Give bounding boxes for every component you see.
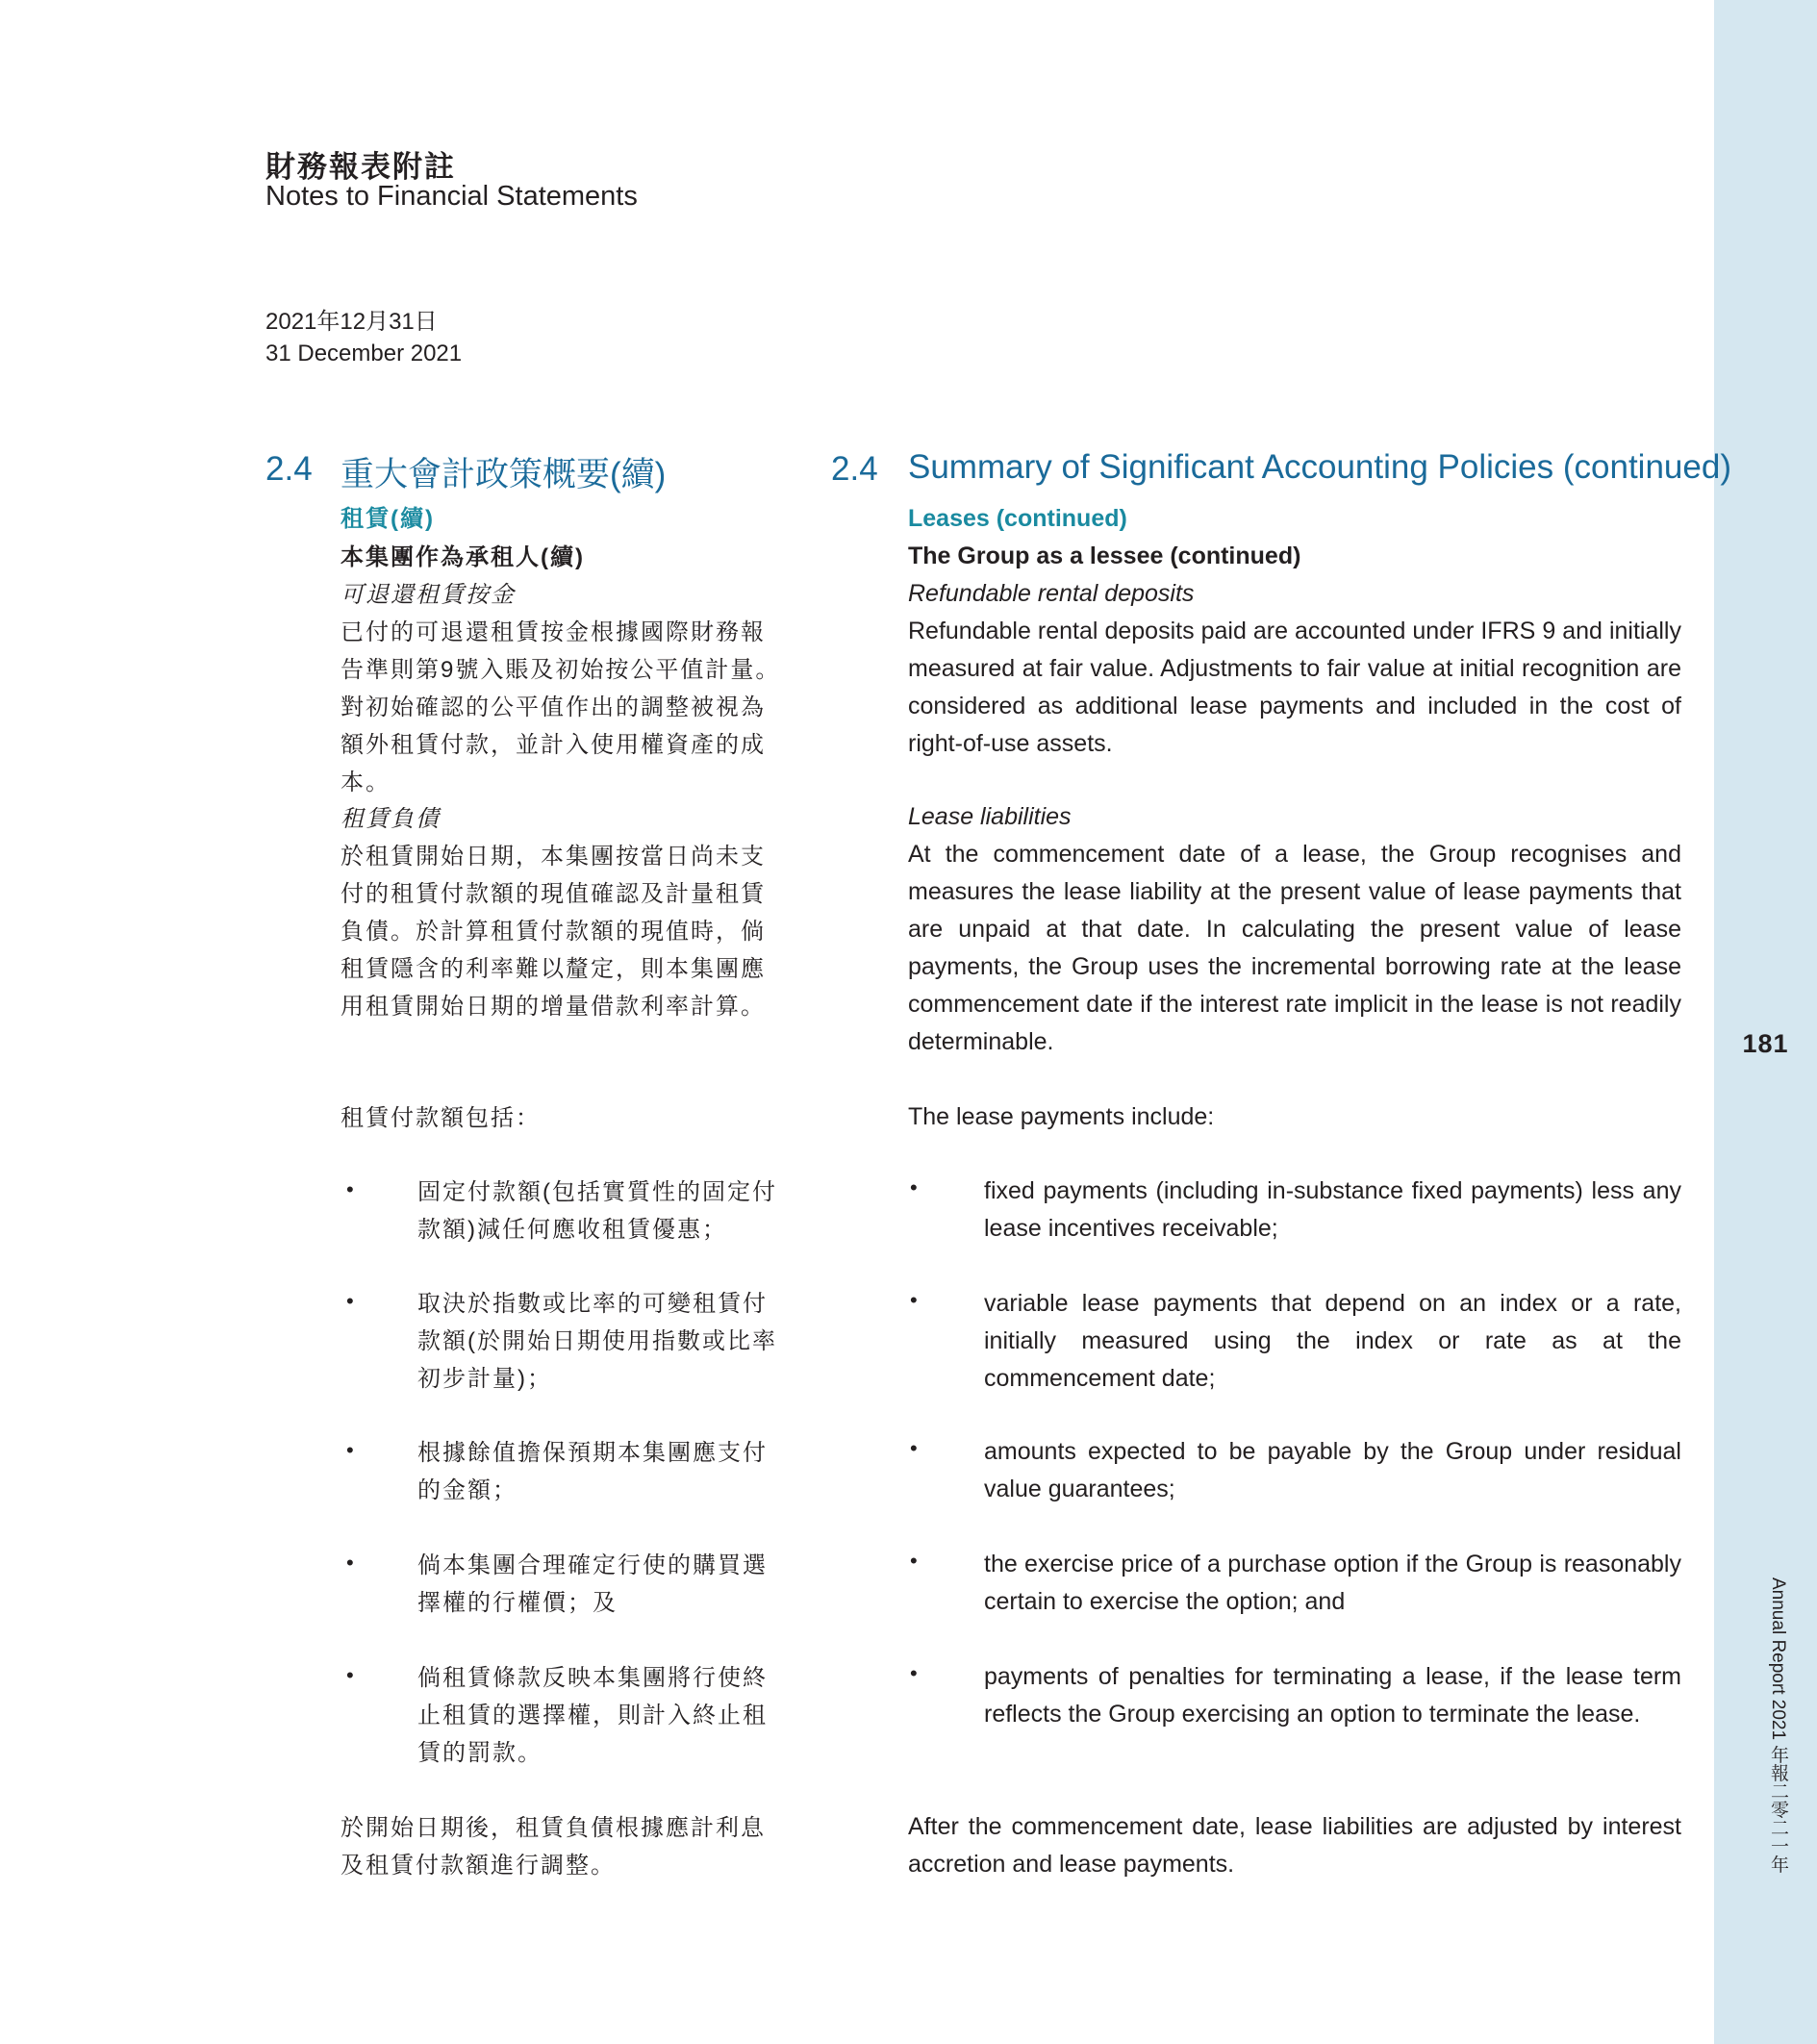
zh-bullet-text-2: 取決於指數或比率的可變租賃付款額(於開始日期使用指數或比率初步計量)； bbox=[417, 1291, 777, 1392]
zh-bullet-text-4: 倘本集團合理確定行使的購買選擇權的行權價；及 bbox=[417, 1552, 768, 1616]
en-bullet-text-4: the exercise price of a purchase option if the Group is reasonably certain to exercise the option; and bbox=[984, 1551, 1681, 1615]
en-bullet-text-3: amounts expected to be payable by the Group under residual value guarantees; bbox=[984, 1438, 1681, 1502]
en-heading-liabilities: Lease liabilities bbox=[908, 803, 1072, 830]
en-heading-deposits: Refundable rental deposits bbox=[908, 580, 1195, 607]
zh-heading-lessee: 本集團作為承租人(續) bbox=[341, 544, 585, 570]
zh-bullet-4: • bbox=[346, 1551, 354, 1575]
report-label: Annual Report 2021 年報二零二一年 bbox=[1768, 1577, 1788, 1874]
en-heading-leases: Leases (continued) bbox=[908, 505, 1127, 532]
en-bullet-5: • bbox=[910, 1661, 918, 1685]
zh-bullet-text-5: 倘租賃條款反映本集團將行使終止租賃的選擇權，則計入終止租賃的罰款。 bbox=[417, 1665, 768, 1766]
en-bullet-text-2: variable lease payments that depend on an index or a rate, initially measured using the index or rate as at the commencement date; bbox=[984, 1290, 1681, 1392]
en-bullet-text-1: fixed payments (including in-substance fixed payments) less any lease incentives receivable; bbox=[984, 1177, 1681, 1242]
zh-bullet-3: • bbox=[346, 1438, 354, 1462]
en-para-liabilities: At the commencement date of a lease, the Group recognises and measures the lease liability at the present value of lease payments that are unpaid at that date. In calculating the present value of lease payments, the Group uses the incremental borrowing rate at the lease commencement date if the interest rate implicit in the lease is not readily determinable. bbox=[908, 841, 1681, 1055]
zh-bullet-text-3: 根據餘值擔保預期本集團應支付的金額； bbox=[417, 1440, 768, 1503]
page-number: 181 bbox=[1742, 1029, 1789, 1058]
zh-para-deposits: 已付的可退還租賃按金根據國際財務報告準則第9號入賬及初始按公平值計量。對初始確認的公平值作出的調整被視為額外租賃付款，並計入使用權資產的成本。 bbox=[341, 619, 781, 795]
en-bullet-1: • bbox=[910, 1175, 918, 1199]
zh-heading-liabilities: 租賃負債 bbox=[341, 806, 441, 832]
section-number-en: 2.4 bbox=[831, 450, 878, 488]
en-bullet-text-5: payments of penalties for terminating a lease, if the lease term reflects the Group exercising an option to terminate the lease. bbox=[984, 1663, 1681, 1728]
section-title-en: Summary of Significant Accounting Policies (continued) bbox=[908, 448, 1731, 486]
date-en: 31 December 2021 bbox=[265, 341, 463, 366]
header-title-zh: 財務報表附註 bbox=[265, 150, 456, 185]
en-heading-lessee: The Group as a lessee (continued) bbox=[908, 543, 1301, 569]
en-para-include: The lease payments include: bbox=[908, 1103, 1215, 1130]
section-number-zh: 2.4 bbox=[265, 450, 313, 488]
zh-heading-deposits: 可退還租賃按金 bbox=[341, 582, 516, 608]
section-title-zh: 重大會計政策概要(續) bbox=[341, 456, 667, 493]
header-title-en: Notes to Financial Statements bbox=[265, 181, 638, 212]
zh-para-liabilities: 於租賃開始日期，本集團按當日尚未支付的租賃付款額的現值確認及計量租賃負債。於計算租賃付款額的現值時，倘租賃隱含的利率難以釐定，則本集團應用租賃開始日期的增量借款利率計算。 bbox=[341, 844, 766, 1020]
zh-bullet-2: • bbox=[346, 1289, 354, 1313]
en-bullet-4: • bbox=[910, 1549, 918, 1573]
en-para-after: After the commencement date, lease liabilities are adjusted by interest accretion and lease payments. bbox=[908, 1813, 1681, 1878]
zh-bullet-1: • bbox=[346, 1177, 354, 1201]
zh-bullet-text-1: 固定付款額(包括實質性的固定付款額)減任何應收租賃優惠； bbox=[417, 1179, 777, 1243]
en-bullet-2: • bbox=[910, 1288, 918, 1312]
zh-para-after: 於開始日期後，租賃負債根據應計利息及租賃付款額進行調整。 bbox=[341, 1815, 766, 1879]
en-bullet-3: • bbox=[910, 1436, 918, 1460]
en-para-deposits: Refundable rental deposits paid are accounted under IFRS 9 and initially measured at fair value. Adjustments to fair value at initial recognition are considered as additional lease payments and included in the cost of right-of-use assets. bbox=[908, 618, 1681, 757]
zh-para-include: 租賃付款額包括： bbox=[341, 1105, 541, 1131]
zh-bullet-5: • bbox=[346, 1663, 354, 1687]
zh-heading-leases: 租賃(續) bbox=[341, 506, 435, 532]
date-zh: 2021年12月31日 bbox=[265, 309, 438, 335]
